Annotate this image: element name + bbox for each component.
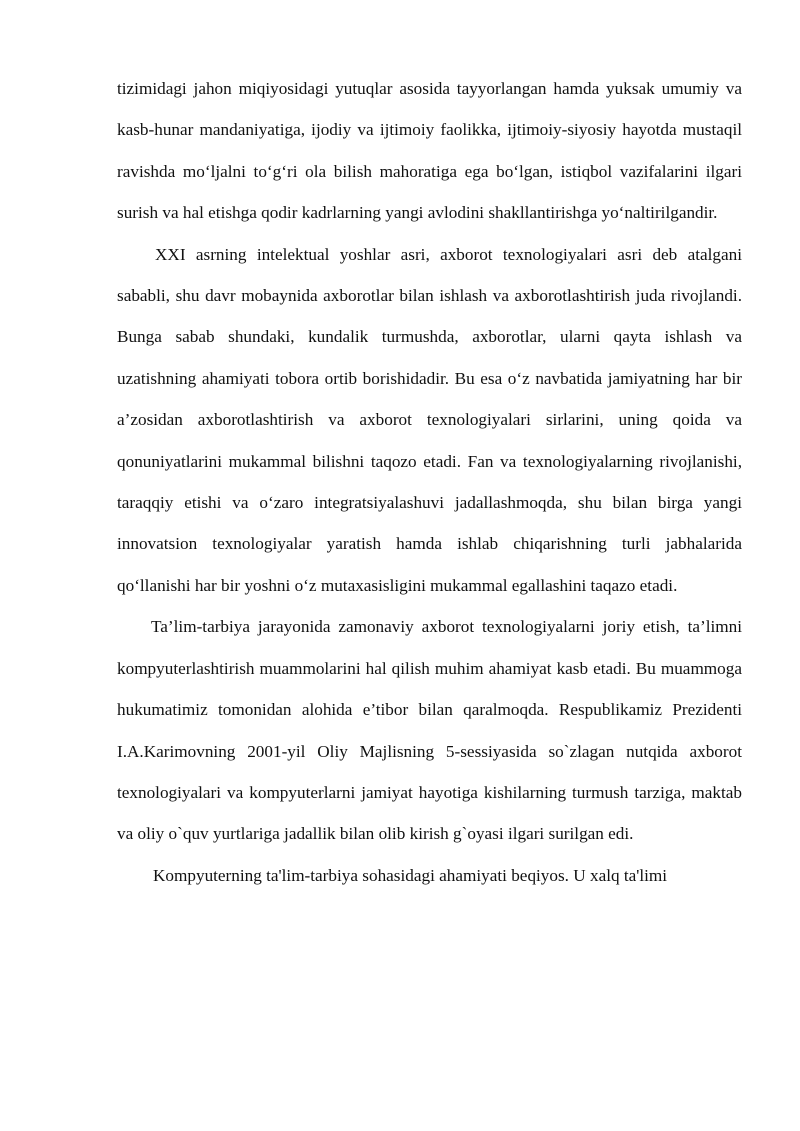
paragraph-continuation: tizimidagi jahon miqiyosidagi yutuqlar asosida tayyorlangan hamda yuksak umumiy va kasb-hunar mandaniyatiga, ijodiy va ijtimoiy faolikka, ijtimoiy-siyosiy hayotda mustaqil ravishda mo‘ljalni to‘g‘ri ola bilish mahoratiga ega bo‘lgan, istiqbol vazifalarini ilgari surish va hal etishga qodir kadrlarning yangi avlodini shakllantirishga yo‘naltirilgandir. [117,79,742,223]
paragraph-education-technology: Ta’lim-tarbiya jarayonida zamonaviy axborot texnologiyalarni joriy etish, ta’limni kompyuterlashtirish muammolarini hal qilish muhim ahamiyat kasb etadi. Bu muammoga hukumatimiz tomonidan alohida e’tibor bilan qaralmoqda. Respublikamiz Prezidenti I.A.Karimovning 2001-yil Oliy Majlisning 5-sessiyasida so`zlagan nutqida axborot texnologiyalari va kompyuterlarni jamiyat hayotiga kishilarning turmush tarziga, maktab va oliy o`quv yurtlariga jadallik bilan olib kirish g`oyasi ilgari surilgan edi. [117,617,742,844]
document-page [117,68,742,896]
paragraph-computer-importance: Kompyuterning ta'lim-tarbiya sohasidagi ahamiyati beqiyos. U xalq ta'limi [153,865,668,885]
paragraph-information-age: XXI asrning intelektual yoshlar asri, axborot texnologiyalari asri deb atalgani sababli, shu davr mobaynida axborotlar bilan ishlash va axborotlashtirish juda rivojlandi. Bunga sabab shundaki, kundalik turmushda, axborotlar, ularni qayta ishlash va uzatishning ahamiyati tobora ortib borishidadir. Bu esa o‘z navbatida jamiyatning har bir a’zosidan axborotlashtirish va axborot texnologiyalari sirlarini, uning qoida va qonuniyatlarini mukammal bilishni taqozo etadi. Fan va texnologiyalarning rivojlanishi, taraqqiy etishi va o‘zaro integratsiyalashuvi jadallashmoqda, shu bilan birga yangi innovatsion texnologiyalar yaratish hamda ishlab chiqarishning turli jabhalarida qo‘llanishi har bir yoshni o‘z mutaxasisligini mukammal egallashini taqazo etadi. [117,244,742,595]
